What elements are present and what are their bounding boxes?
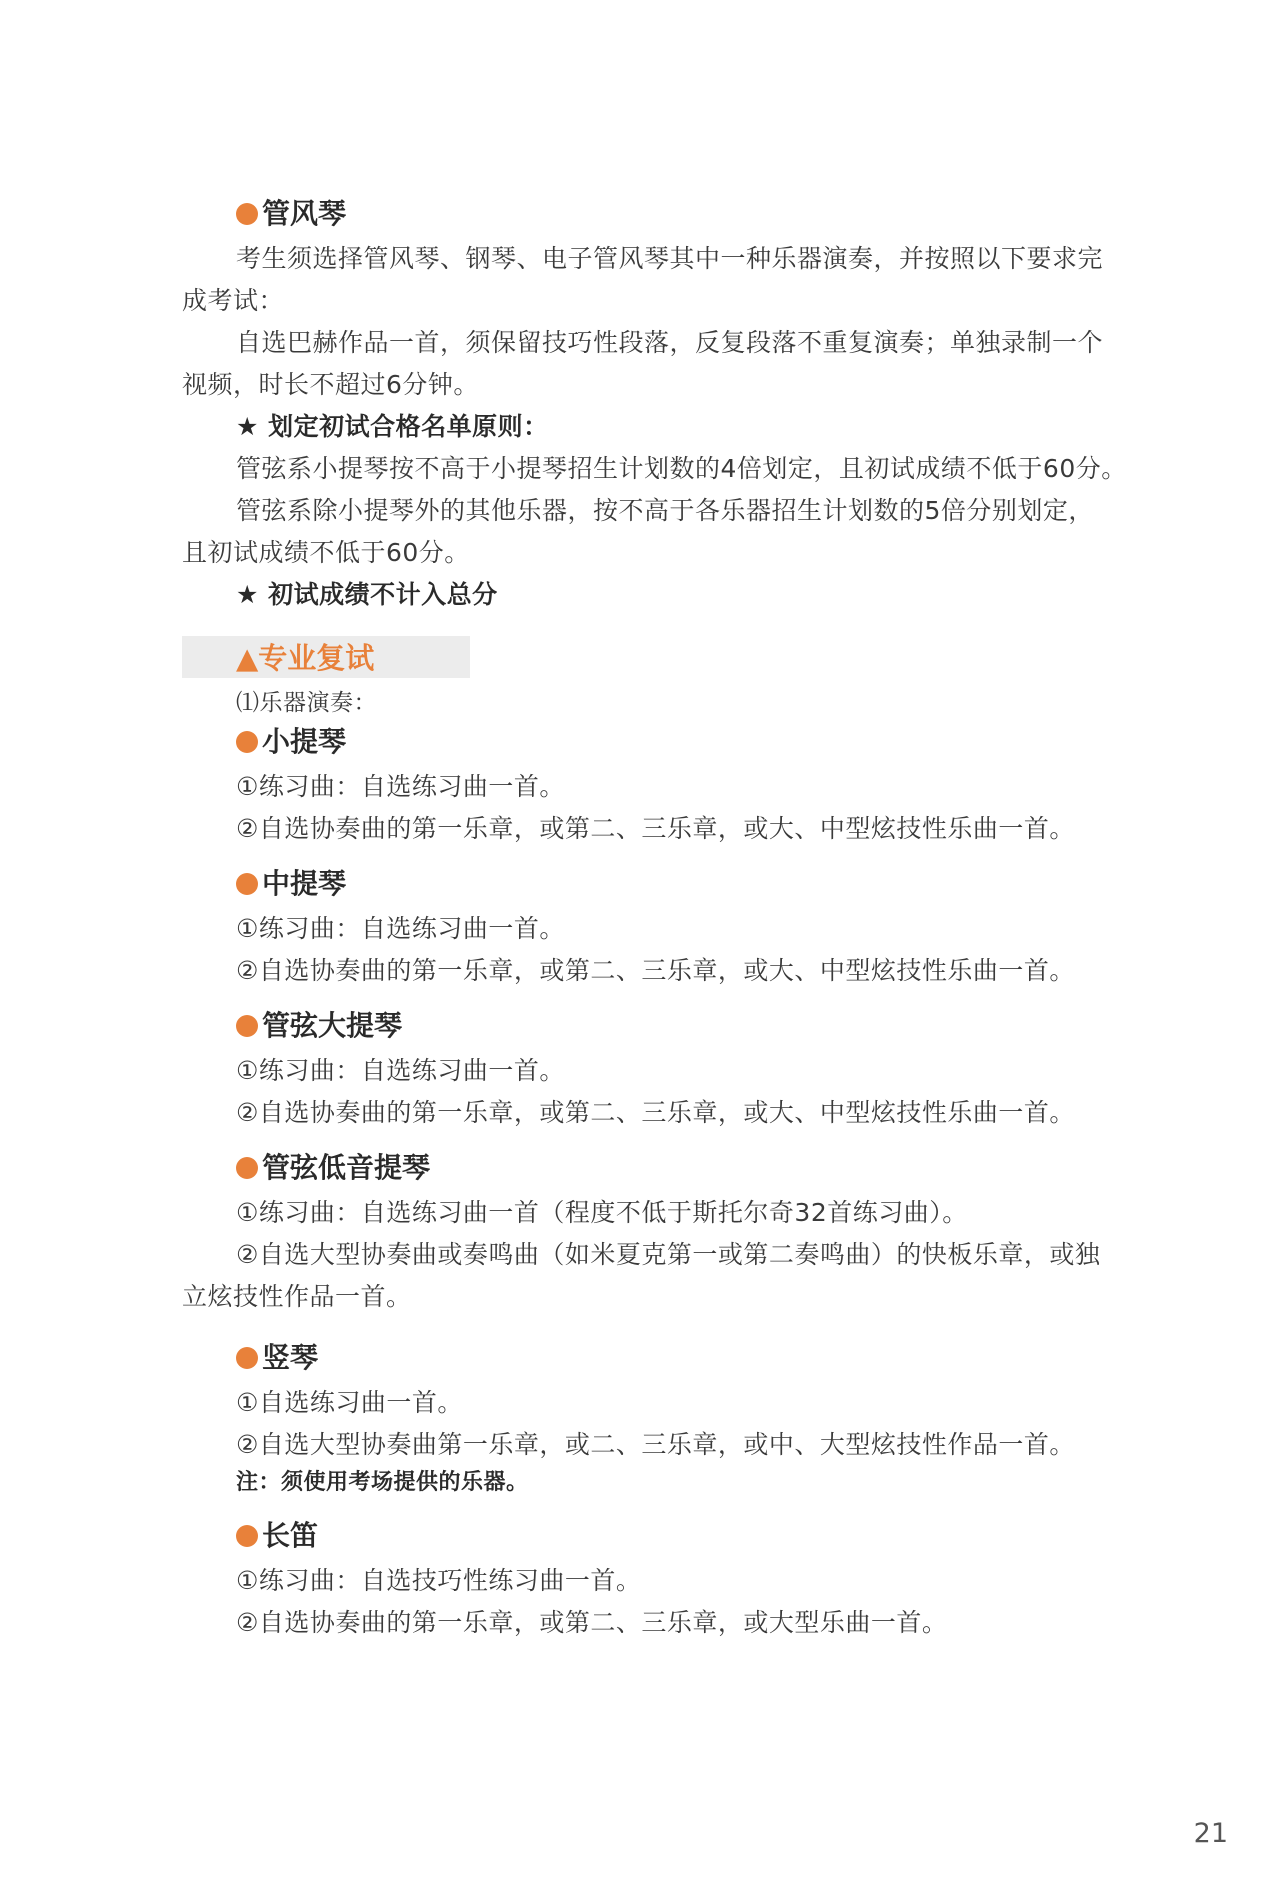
bullet-dot-icon [236,1015,258,1037]
section-subtitle: ⑴乐器演奏： [236,690,377,716]
harp-item1: ①自选练习曲一首。 [236,1388,463,1417]
flute-item1: ①练习曲：自选技巧性练习曲一首。 [236,1566,642,1595]
bullet-dot-icon [236,731,258,753]
flute-item2: ②自选协奏曲的第一乐章，或第二、三乐章，或大型乐曲一首。 [236,1608,948,1637]
violin-heading: 小提琴 [236,724,346,760]
bullet-dot-icon [236,873,258,895]
rules-star-heading: ★ 划定初试合格名单原则： [236,412,549,441]
rules-other-line2: 且初试成绩不低于60分。 [182,538,470,567]
organ-para2-line2: 视频，时长不超过6分钟。 [182,370,479,399]
rules-violin: 管弦系小提琴按不高于小提琴招生计划数的4倍划定，且初试成绩不低于60分。 [236,454,1127,483]
rules-other-line1: 管弦系除小提琴外的其他乐器，按不高于各乐器招生计划数的5倍分别划定， [236,496,1094,525]
organ-heading: 管风琴 [236,196,346,232]
double-bass-item2-line2: 立炫技性作品一首。 [182,1282,412,1311]
flute-heading: 长笛 [236,1518,318,1554]
bullet-dot-icon [236,1157,258,1179]
section-title: ▲专业复试 [236,641,375,675]
cello-item2: ②自选协奏曲的第一乐章，或第二、三乐章，或大、中型炫技性乐曲一首。 [236,1098,1075,1127]
double-bass-item1: ①练习曲：自选练习曲一首（程度不低于斯托尔奇32首练习曲）。 [236,1198,968,1227]
double-bass-item2-line1: ②自选大型协奏曲或奏鸣曲（如米夏克第一或第二奏鸣曲）的快板乐章，或独 [236,1240,1101,1269]
rules-star-note: ★ 初试成绩不计入总分 [236,580,498,609]
violin-item1: ①练习曲：自选练习曲一首。 [236,772,565,801]
harp-note: 注：须使用考场提供的乐器。 [236,1470,529,1495]
cello-heading: 管弦大提琴 [236,1008,402,1044]
violin-item2: ②自选协奏曲的第一乐章，或第二、三乐章，或大、中型炫技性乐曲一首。 [236,814,1075,843]
cello-item1: ①练习曲：自选练习曲一首。 [236,1056,565,1085]
bullet-dot-icon [236,203,258,225]
double-bass-heading: 管弦低音提琴 [236,1150,430,1186]
viola-item1: ①练习曲：自选练习曲一首。 [236,914,565,943]
organ-para2-line1: 自选巴赫作品一首，须保留技巧性段落，反复段落不重复演奏；单独录制一个 [236,328,1104,357]
organ-para1-line1: 考生须选择管风琴、钢琴、电子管风琴其中一种乐器演奏，并按照以下要求完 [236,244,1104,273]
bullet-dot-icon [236,1347,258,1369]
organ-para1-line2: 成考试： [182,286,285,315]
page-number: 21 [1193,1818,1228,1849]
viola-heading: 中提琴 [236,866,346,902]
harp-heading: 竖琴 [236,1340,318,1376]
viola-item2: ②自选协奏曲的第一乐章，或第二、三乐章，或大、中型炫技性乐曲一首。 [236,956,1075,985]
bullet-dot-icon [236,1525,258,1547]
harp-item2: ②自选大型协奏曲第一乐章，或二、三乐章，或中、大型炫技性作品一首。 [236,1430,1075,1459]
